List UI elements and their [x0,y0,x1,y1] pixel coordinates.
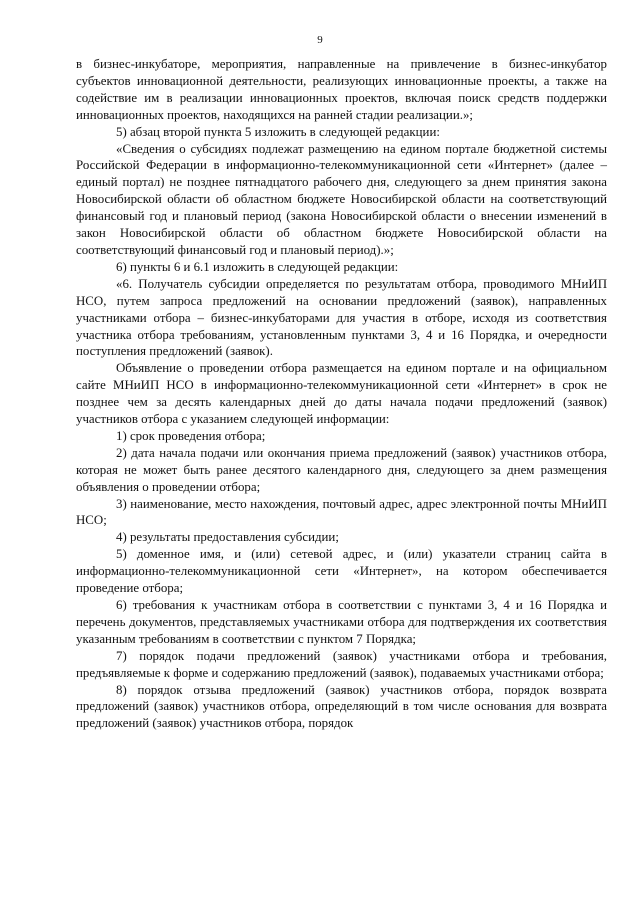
list-item-3: 3) наименование, место нахождения, почтовый адрес, адрес электронной почты МНиИП НСО; [76,496,607,528]
paragraph-point-6: «6. Получатель субсидии определяется по результатам отбора, проводимого МНиИП НСО, путем запроса предложений на основании предложений (заявок), направленных участниками отбора – бизнес-инкубаторами для участия в отборе, исходя из соответствия участника отбора требованиям, установленным пунктами 3, 4 и 16 Порядка, и очередности поступления предложений (заявок). [76,276,607,359]
document-body [76,56,607,732]
paragraph-continuation: в бизнес-инкубаторе, мероприятия, направленные на привлечение в бизнес-инкубатор субъектов инновационной деятельности, реализующих инновационные проекты, а также на содействие им в реализации инновационных проектов, включая поиск средств поддержки инновационных проектов, находящихся на ранней стадии реализации.»; [76,57,607,122]
paragraph-item-6: 6) пункты 6 и 6.1 изложить в следующей редакции: [116,259,399,274]
list-item-2: 2) дата начала подачи или окончания приема предложений (заявок) участников отбора, которая не может быть ранее десятого календарного дня, следующего за днем размещения объявления о проведении отбора; [76,445,607,494]
list-item-5: 5) доменное имя, и (или) сетевой адрес, и (или) указатели страниц сайта в информационно-телекоммуникационной сети «Интернет», на котором обеспечивается проведение отбора; [76,547,607,596]
paragraph-item-5: 5) абзац второй пункта 5 изложить в следующей редакции: [116,124,440,139]
list-item-7: 7) порядок подачи предложений (заявок) участниками отбора и требования, предъявляемые к форме и содержанию предложений (заявок), подаваемых участниками отбора; [76,648,607,680]
list-item-8: 8) порядок отзыва предложений (заявок) участников отбора, порядок возврата предложений (заявок) участников отбора, определяющий в том числе основания для возврата предложений (заявок) участников отбора, порядок [76,682,607,731]
list-item-4: 4) результаты предоставления субсидии; [116,530,339,545]
paragraph-subsidy-info: «Сведения о субсидиях подлежат размещению на едином портале бюджетной системы Российской Федерации в информационно-телекоммуникационной сети «Интернет» (далее – единый портал) не позднее пятнадцатого рабочего дня, следующего за днем принятия закона Новосибирской области об областном бюджете Новосибирской области на соответствующий финансовый год и плановый период (закона Новосибирской области о внесении изменений в закон Новосибирской области об областном бюджете Новосибирской области на соответствующий финансовый год и плановый период).»; [76,141,607,257]
page-number: 9 [317,34,323,46]
paragraph-announcement: Объявление о проведении отбора размещается на едином портале и на официальном сайте МНиИП НСО в информационно-телекоммуникационной сети «Интернет» в срок не позднее чем за десять календарных дней до даты начала подачи предложений (заявок) участников отбора с указанием следующей информации: [76,361,607,427]
list-item-6: 6) требования к участникам отбора в соответствии с пунктами 3, 4 и 16 Порядка и перечень документов, представляемых участниками отбора для подтверждения их соответствия указанным требованиям в соответствии с пунктом 7 Порядка; [76,598,607,646]
list-item-1: 1) срок проведения отбора; [116,428,266,443]
